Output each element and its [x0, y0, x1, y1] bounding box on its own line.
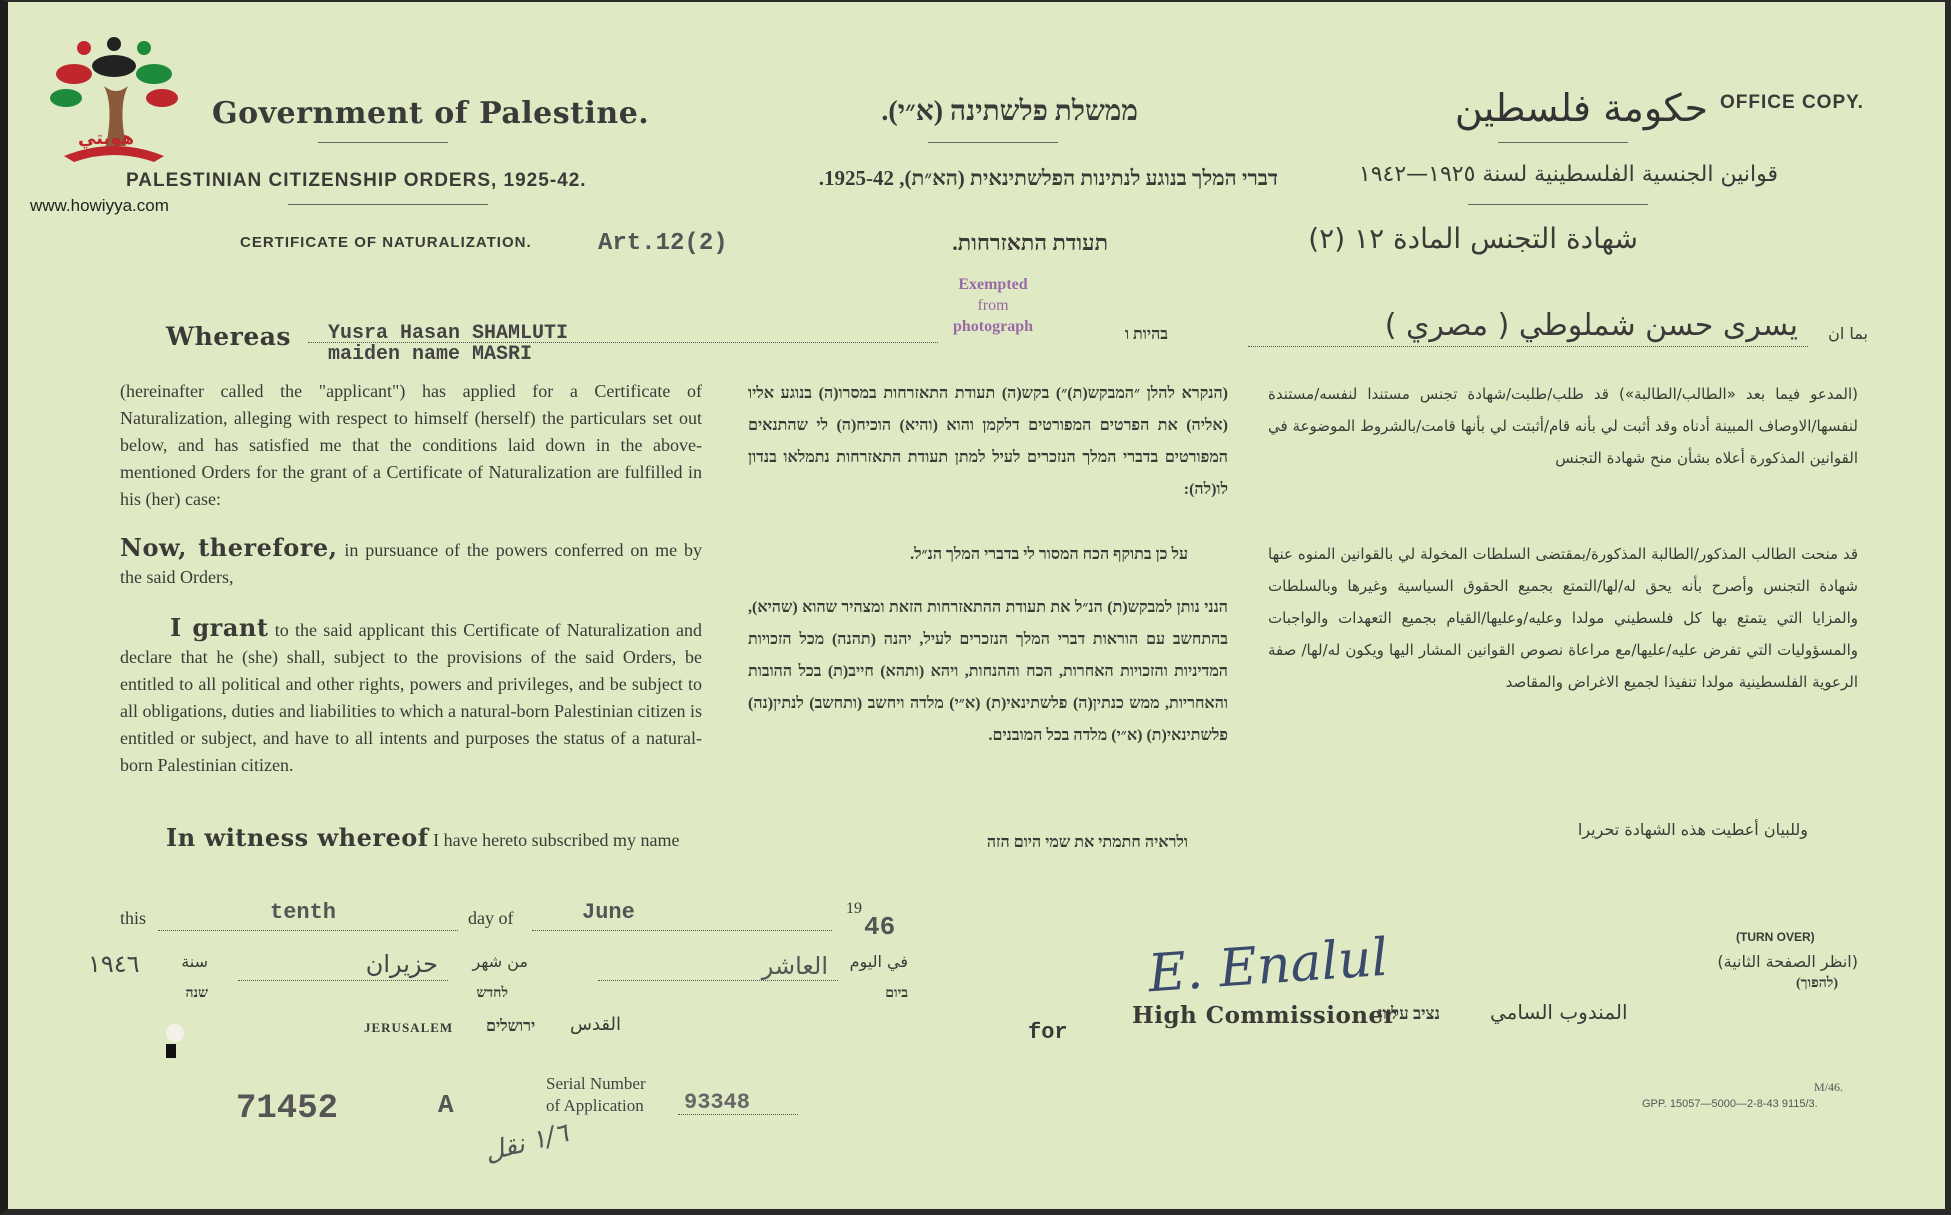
date-day: tenth: [270, 900, 337, 925]
i-grant-label: I grant: [170, 613, 269, 642]
applicant-name-line: [308, 342, 938, 343]
orders-title-en: PALESTINIAN CITIZENSHIP ORDERS, 1925-42.: [126, 170, 587, 191]
now-therefore-label: Now, therefore,: [120, 533, 338, 562]
date-this-label: this: [120, 908, 147, 928]
handwritten-note: ١/٦ نقل: [481, 1118, 572, 1168]
gov-title-en: Government of Palestine.: [212, 96, 650, 131]
english-para-witness: [166, 824, 726, 854]
applicant-name-ar: يسرى حسن شملوطي ( مصري ): [1384, 308, 1798, 343]
applicant-name: Yusra Hasan SHAMLUTI: [328, 322, 569, 345]
place-en: JERUSALEM: [364, 1020, 454, 1035]
arabic-para-applicant: (المدعو فيما بعد «الطالب/الطالبة») قد طلب/طلبت/شهادة تجنس مستندا لنفسه/مستندة لنفسها/الاوصاف المبينة أدناه وقد أثبت لي بأنه قام/أثبتت لي بأنها قامت/بالشروط الموضوعة في القوانين المذكورة أعلاه بشأن منح شهادة التجنس: [1268, 385, 1858, 467]
certificate-title-en: CERTIFICATE OF NATURALIZATION.: [240, 234, 532, 251]
hebrew-para-applicant: (הנקרא להלן ״המבקש(ת)״) בקש(ה) תעודת התאזרחות במסרו(ה) בנוגע אליו (אליה) את הפרטים המפורטים דלקמן והוא (והיא) הוכיח(ה) לי שהתנאים המפורטים בדברי המלך הנזכרים לעיל למתן תעודת התאזרחות נתמלאו בנדון לו(לה):: [748, 385, 1228, 498]
turn-over-en: (TURN OVER): [1736, 930, 1815, 944]
arabic-para-grant: قد منحت الطالب المذكور/الطالبة المذكورة/بمقتضى السلطات المخولة لي بالقوانين المنوه عنها شهادة التجنس وأصرح بأنه يحق له/لها/التمتع بجميع الحقوق السياسية وغيرها وبالسلطات والمزايا التي يتمتع بها كل فلسطيني مولدا وعليه/وعليها/القيام بجميع التعهدات والواجبات والمسؤوليات التي تفرض عليه/عليها/مع مراعاة نصوص القوانين المشار اليها ويكون له/لها/ صفة الرعوية الفلسطينية مولدا تنفيذا لجميع الاغراض والمقاصد: [1268, 545, 1858, 691]
orders-title-he: דברי המלך בנוגע לנתינות הפלשתינאית (הא״ת), 1925-42.: [818, 166, 1278, 190]
gov-title-ar: حكومة فلسطين: [1454, 86, 1708, 130]
hebrew-para-now: על כן בתוקף הכח המסור לי בדברי המלך הנ״ל.: [910, 546, 1188, 563]
whereas-label: Whereas: [166, 322, 292, 351]
punch-hole-mark: [166, 1024, 184, 1042]
ar-month-label: من شهر: [472, 952, 528, 971]
english-para-applicant: (hereinafter called the "applicant") has applied for a Certificate of Naturalization, alleging with respect to himself (herself) the particulars set out below, and has satisfied me that the conditions laid down in the above-mentioned Orders for the grant of a Certificate of Naturalization are fulfilled in his (her) case:: [120, 381, 702, 509]
stamp-line-3: photograph: [952, 318, 1034, 335]
applicant-name-ar-line: [1248, 346, 1808, 347]
applicant-maiden-name: maiden name MASRI: [328, 343, 533, 366]
whereas-label-he: בהיות ו: [1124, 326, 1168, 343]
stamp-line-2: from: [977, 297, 1009, 314]
stamp-line-1: Exempted: [958, 276, 1028, 293]
certificate-number: 71452: [236, 1090, 339, 1128]
form-code: M/46.: [1814, 1080, 1844, 1094]
english-para-grant: [120, 614, 702, 779]
tree-logo-icon: [44, 36, 184, 186]
ar-year-value: ١٩٤٦: [88, 950, 140, 978]
high-commissioner-label-he: נציב עליון: [1378, 1004, 1441, 1023]
serial-label-2: of Application: [546, 1096, 644, 1115]
hebrew-para-grant: הנני נותן למבקש(ת) הנ״ל את תעודת ההתאזרחות הזאת ומצהיר שהוא (שהיא), בהתחשב עם הוראות דברי המלך הנזכרים לעיל, יהנה (תהנה) מכל הזכויות המדיניות והזכויות האחרות, הכח וההנחות, ויהא (ותהא) חייב(ת) בכל ההובות והאחריות, ממש כנתין(ה) פלשתינאי(ת) (א״י) מלדה ויחשב (ותחשב) לנתין(נה) פלשתינאי(ת) (א״י) מלדה בכל המובנים.: [748, 599, 1228, 744]
certificate-title-he: תעודת התאזרחות.: [952, 230, 1108, 255]
punch-hole-mark-2: [166, 1044, 176, 1058]
ar-month-line: [238, 980, 448, 981]
orders-rule-left: [288, 204, 488, 205]
date-day-of-label: day of: [468, 908, 514, 928]
certificate-article: Art.12(2): [598, 230, 728, 257]
ar-month-value: حزيران: [365, 950, 438, 978]
date-year-suffix: 46: [864, 912, 896, 942]
orders-title-ar: قوانين الجنسية الفلسطينية لسنة ١٩٢٥—١٩٤٢: [1358, 162, 1778, 187]
date-year-prefix: 19: [846, 900, 862, 917]
date-month-line: [532, 930, 832, 931]
arabic-witness: وللبيان أعطيت هذه الشهادة تحريرا: [1577, 820, 1808, 839]
gov-title-he-rule: [928, 142, 1058, 143]
howiyya-logo: [44, 36, 184, 186]
logo-brand-text: هويتي: [78, 128, 135, 149]
date-month: June: [582, 900, 635, 925]
orders-rule-right: [1468, 204, 1648, 205]
ar-year-label: سنة: [181, 952, 208, 971]
office-copy-label: OFFICE COPY.: [1720, 92, 1864, 113]
he-year-label: שנה: [185, 986, 208, 1001]
english-para-now: [120, 534, 702, 591]
in-witness-label: In witness whereof: [166, 823, 429, 852]
ar-day-label: في اليوم: [849, 952, 908, 971]
in-witness-text: I have hereto subscribed my name: [428, 830, 680, 850]
high-commissioner-label-ar: المندوب السامي: [1490, 1000, 1628, 1024]
print-code: GPP. 15057—5000—2-8-43 9115/3.: [1642, 1098, 1818, 1110]
ar-day-value: العاشر: [761, 952, 828, 980]
i-grant-text: to the said applicant this Certificate of Naturalization and declare that he (she) shall, subject to the provisions of the said Orders, be entitled to all political and other rights, powers and privileges, and be subject to all obligations, duties and liabilities to which a natural-born Palestinian citizen is entitled or subject, and have to all intents and purposes the status of a natural-born Palestinian citizen.: [120, 620, 703, 775]
turn-over-he: (להפוך): [1796, 976, 1838, 991]
serial-value: 93348: [684, 1090, 751, 1115]
he-day-label: ביום: [885, 986, 908, 1001]
turn-over-ar: (انظر الصفحة الثانية): [1717, 952, 1858, 971]
logo-site-url: www.howiyya.com: [30, 196, 169, 215]
hebrew-witness: ולראיה חתמתי את שמי היום הזה: [986, 834, 1188, 851]
gov-title-he: ממשלת פלשתינה (א״י).: [881, 96, 1138, 127]
certificate-title-ar: شهادة التجنس المادة ١٢ (٢): [1308, 222, 1638, 255]
photo-exemption-stamp: [928, 274, 1058, 337]
high-commissioner-signature: E. Enalul: [1146, 927, 1391, 1005]
for-label: for: [1028, 1020, 1068, 1045]
certificate-series: A: [438, 1090, 454, 1120]
high-commissioner-label-en: High Commissioner: [1132, 1002, 1397, 1029]
he-month-label: לחדש: [476, 986, 508, 1001]
gov-title-ar-rule: [1498, 142, 1628, 143]
serial-line: [678, 1114, 798, 1115]
serial-label-1: Serial Number: [546, 1074, 646, 1093]
place-ar: القدس: [570, 1014, 622, 1035]
ar-day-line: [598, 980, 838, 981]
now-therefore-text: in pursuance of the powers conferred on me by the said Orders,: [120, 540, 702, 587]
gov-title-en-rule: [318, 142, 448, 143]
date-day-line: [158, 930, 458, 931]
whereas-label-ar: بما ان: [1828, 324, 1868, 343]
place-he: ירושלים: [486, 1018, 536, 1035]
